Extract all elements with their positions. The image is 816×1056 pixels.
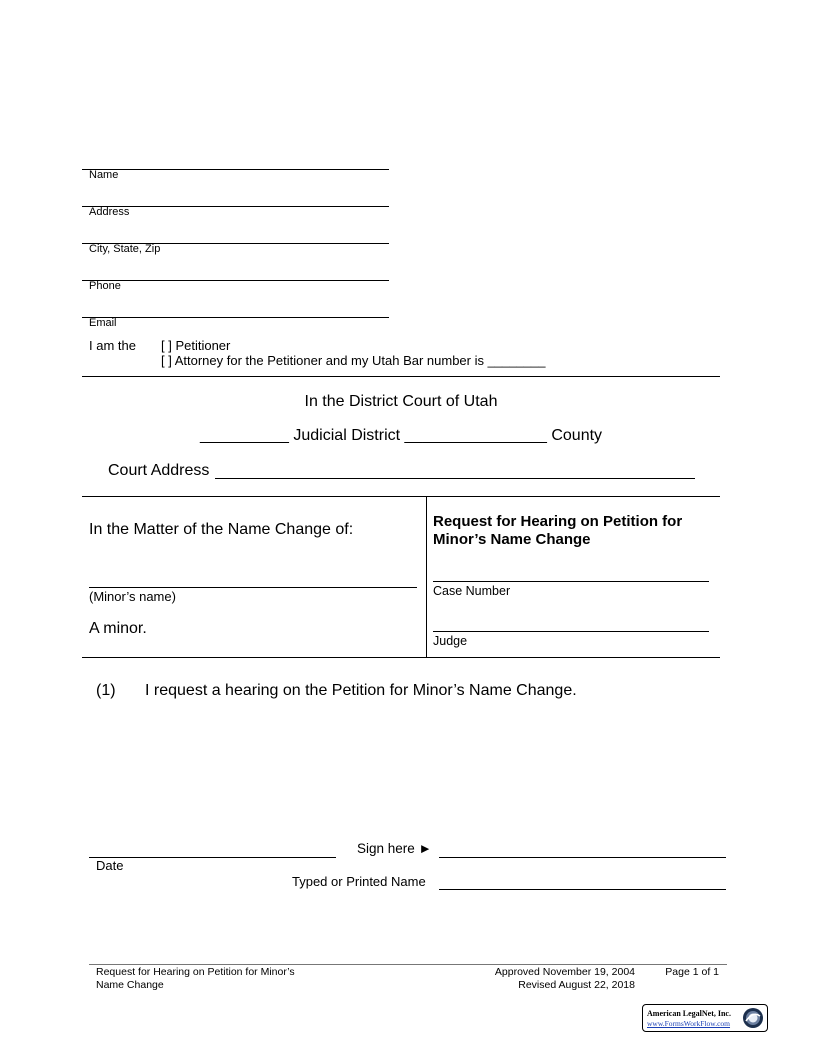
district-county-line[interactable]: __________ Judicial District ________________ County [199,427,603,444]
phone-label: Phone [89,280,121,292]
caption-bottom-border [82,657,720,658]
date-label: Date [96,858,124,873]
email-line[interactable] [82,317,389,318]
name-label: Name [89,169,119,181]
court-title: In the District Court of Utah [304,393,498,410]
publisher-logo[interactable] [642,1004,768,1032]
address-label: Address [89,206,130,218]
email-label: Email [89,317,117,329]
court-address-label: Court Address [108,462,210,479]
attorney-checkbox[interactable]: [ ] Attorney for the Petitioner and my Utah Bar number is ________ [161,353,546,368]
case-number-label: Case Number [433,584,511,598]
item-number: (1) [96,682,116,699]
footer-form-name-line2: Name Change [96,979,164,991]
court-address-line[interactable] [215,478,695,479]
item-text: I request a hearing on the Petition for Minor’s Name Change. [145,682,577,699]
typed-name-label: Typed or Printed Name [292,874,426,889]
typed-name-line[interactable] [439,889,726,890]
city-state-zip-label: City, State, Zip [89,243,161,255]
minor-name-label: (Minor’s name) [89,589,176,604]
signature-line[interactable] [439,857,726,858]
globe-icon [742,1007,764,1029]
i-am-the-label: I am the [89,338,136,353]
footer-divider [89,964,727,965]
logo-name: American LegalNet, Inc. [647,1009,731,1018]
header-divider [82,376,720,377]
footer-revised: Revised August 22, 2018 [518,979,635,991]
name-line[interactable] [82,169,389,170]
sign-here-label: Sign here ► [357,841,432,856]
footer-approved: Approved November 19, 2004 [494,966,635,978]
judge-label: Judge [433,634,468,648]
matter-of-text: In the Matter of the Name Change of: [89,521,354,538]
phone-line[interactable] [82,280,389,281]
form-title: Request for Hearing on Petition for Minor’s Name Change [433,513,683,548]
a-minor-text: A minor. [89,620,147,637]
date-line[interactable] [89,857,336,858]
petitioner-checkbox[interactable]: [ ] Petitioner [161,338,231,353]
judge-line[interactable] [433,631,709,632]
caption-vertical-divider [426,496,427,657]
case-number-line[interactable] [433,581,709,582]
caption-top-border [82,496,720,497]
footer-page-number: Page 1 of 1 [665,966,719,978]
logo-url[interactable]: www.FormsWorkFlow.com [647,1019,731,1028]
minor-name-line[interactable] [89,587,417,588]
footer-form-name-line1: Request for Hearing on Petition for Minor’s [96,966,295,978]
